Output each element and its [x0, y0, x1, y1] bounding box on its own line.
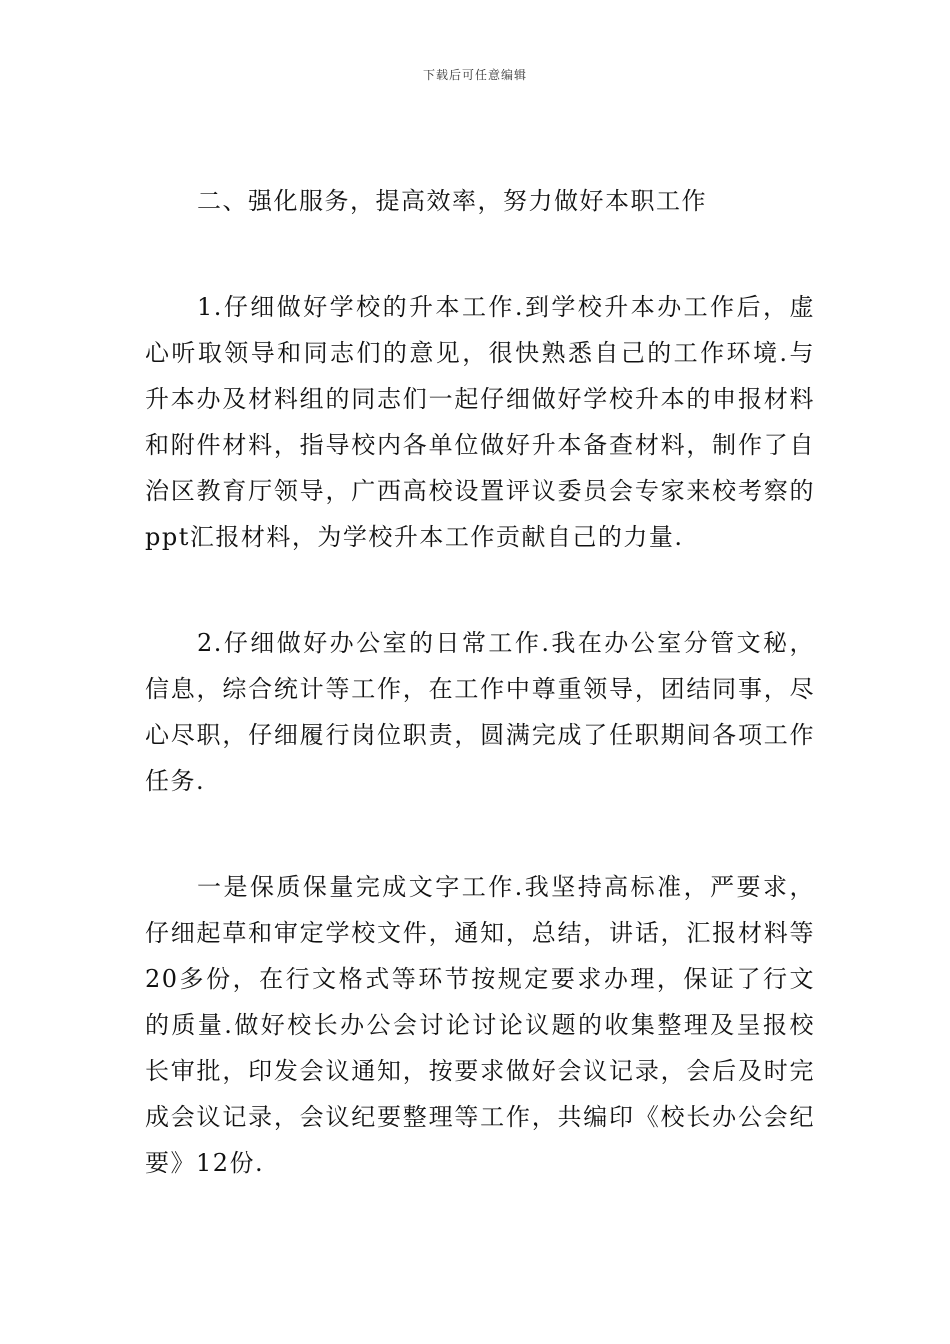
- section-heading: 二、强化服务，提高效率，努力做好本职工作: [197, 187, 707, 215]
- paragraph-2: 2.仔细做好办公室的日常工作.我在办公室分管文秘，信息，综合统计等工作，在工作中尊重领导，团结同事，尽心尽职，仔细履行岗位职责，圆满完成了任职期间各项工作任务.: [145, 629, 815, 795]
- page-header-note: 下载后可任意编辑: [422, 68, 527, 82]
- paragraph-3: 一是保质保量完成文字工作.我坚持高标准，严要求，仔细起草和审定学校文件，通知，总结，讲话，汇报材料等20多份，在行文格式等环节按规定要求办理，保证了行文的质量.做好校长办公会讨论讨论议题的收集整理及呈报校长审批，印发会议通知，按要求做好会议记录，会后及时完成会议记录，会议纪要整理等工作，共编印《校长办公会纪要》12份.: [145, 873, 815, 1177]
- document-body: [145, 178, 815, 1186]
- paragraph-1: 1.仔细做好学校的升本工作.到学校升本办工作后，虚心听取领导和同志们的意见，很快熟悉自己的工作环境.与升本办及材料组的同志们一起仔细做好学校升本的申报材料和附件材料，指导校内各单位做好升本备查材料，制作了自治区教育厅领导，广西高校设置评议委员会专家来校考察的ppt汇报材料，为学校升本工作贡献自己的力量.: [145, 293, 815, 551]
